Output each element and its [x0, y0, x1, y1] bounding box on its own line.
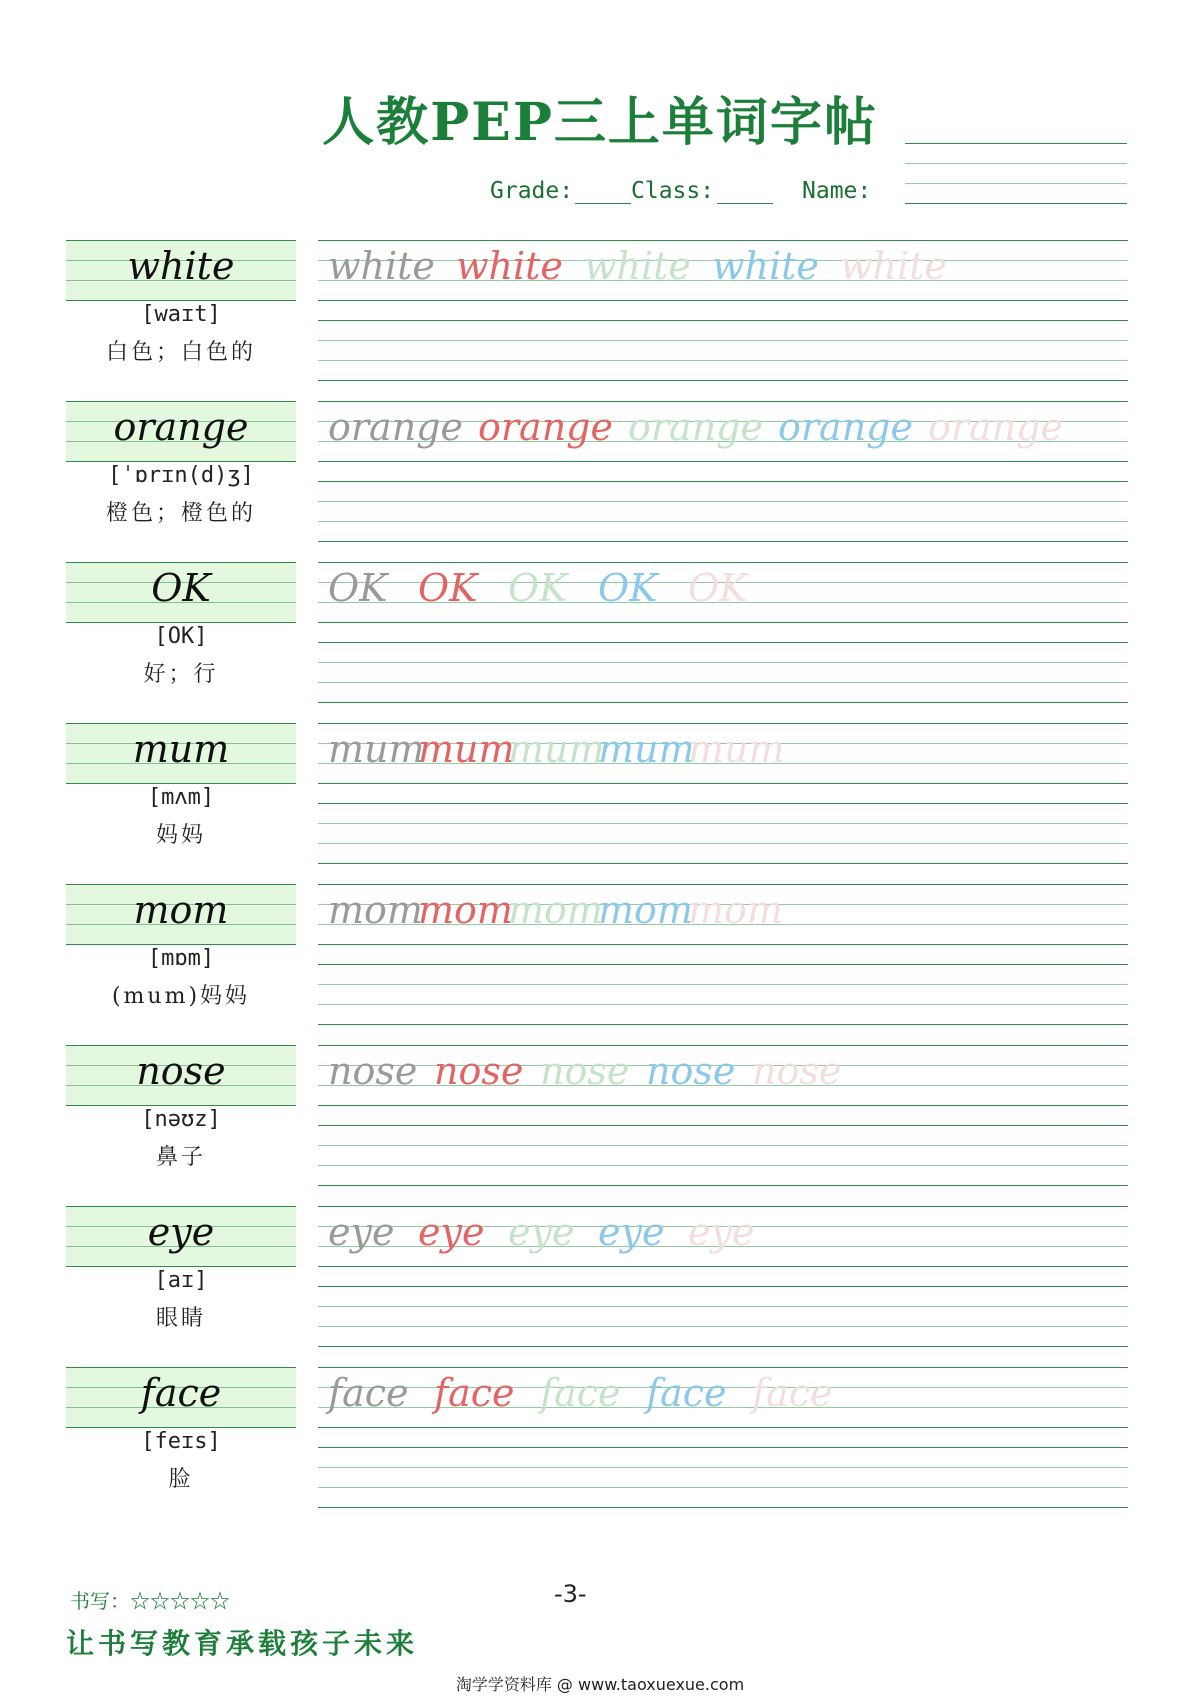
trace-word: eye	[688, 1210, 755, 1254]
word-text: eye	[147, 1210, 215, 1254]
name-label: Name:	[802, 178, 872, 204]
page-title: 人教PEP三上单词字帖	[322, 92, 878, 153]
trace-word: OK	[418, 566, 478, 610]
phonetic: [feɪs]	[141, 1429, 221, 1454]
trace-row	[318, 1041, 1128, 1101]
meaning: 白色；白色的	[105, 340, 256, 365]
word-entry	[0, 562, 1200, 723]
page-number: -3-	[554, 1580, 587, 1608]
trace-word: mum	[688, 727, 785, 771]
class-blank[interactable]	[717, 203, 773, 204]
trace-word: nose	[646, 1049, 736, 1093]
word-text: mom	[133, 888, 229, 932]
word-text: orange	[113, 405, 249, 449]
phonetic: [mʌm]	[147, 785, 215, 810]
trace-word: OK	[688, 566, 748, 610]
writing-rating: 书写：☆☆☆☆☆	[70, 1589, 230, 1613]
trace-row	[318, 397, 1128, 457]
trace-word: mom	[688, 888, 783, 932]
trace-word: OK	[598, 566, 658, 610]
trace-row	[318, 719, 1128, 779]
trace-word: orange	[328, 405, 463, 449]
trace-word: orange	[628, 405, 763, 449]
trace-word: face	[752, 1371, 833, 1415]
trace-row	[318, 880, 1128, 940]
practice-area[interactable]	[318, 1045, 1128, 1206]
trace-word: mum	[328, 727, 425, 771]
trace-word: mom	[598, 888, 693, 932]
trace-word: orange	[778, 405, 913, 449]
trace-word: eye	[598, 1210, 665, 1254]
trace-word: face	[328, 1371, 409, 1415]
class-label: Class:	[631, 178, 715, 204]
word-entry	[0, 240, 1200, 401]
word-entry	[0, 723, 1200, 884]
trace-row	[318, 236, 1128, 296]
meaning: (mum)妈妈	[111, 984, 251, 1009]
word-entry	[0, 1045, 1200, 1206]
trace-word: mum	[418, 727, 515, 771]
trace-word: orange	[478, 405, 613, 449]
meaning: 好；行	[143, 662, 219, 687]
trace-word: white	[456, 244, 563, 288]
trace-word: mom	[328, 888, 423, 932]
word-entry	[0, 1367, 1200, 1528]
trace-word: orange	[928, 405, 1063, 449]
meaning: 妈妈	[155, 823, 206, 848]
word-entry	[0, 1206, 1200, 1367]
word-entry	[0, 401, 1200, 562]
trace-word: OK	[328, 566, 388, 610]
word-text: nose	[136, 1049, 226, 1093]
meaning: 鼻子	[155, 1145, 206, 1170]
word-text: OK	[151, 566, 211, 610]
source-watermark: 淘学学资料库 @ www.taoxuexue.com	[455, 1675, 745, 1694]
trace-word: white	[584, 244, 691, 288]
meaning: 眼睛	[155, 1306, 206, 1331]
trace-word: mum	[508, 727, 605, 771]
trace-word: nose	[434, 1049, 524, 1093]
trace-word: mom	[508, 888, 603, 932]
word-entry	[0, 884, 1200, 1045]
trace-row	[318, 558, 1128, 618]
trace-row	[318, 1202, 1128, 1262]
practice-area[interactable]	[318, 723, 1128, 884]
practice-area[interactable]	[318, 401, 1128, 562]
trace-word: white	[712, 244, 819, 288]
trace-row	[318, 1363, 1128, 1423]
trace-word: face	[540, 1371, 621, 1415]
trace-word: white	[840, 244, 947, 288]
trace-word: OK	[508, 566, 568, 610]
practice-area[interactable]	[318, 562, 1128, 723]
phonetic: [nəʊz]	[141, 1107, 221, 1132]
trace-word: face	[434, 1371, 515, 1415]
practice-area[interactable]	[318, 1367, 1128, 1528]
trace-word: nose	[328, 1049, 418, 1093]
phonetic: [ˈɒrɪn(d)ʒ]	[108, 463, 254, 488]
trace-word: face	[646, 1371, 727, 1415]
practice-area[interactable]	[318, 884, 1128, 1045]
meaning: 脸	[168, 1467, 194, 1492]
word-text: white	[127, 244, 235, 288]
word-text: face	[140, 1371, 222, 1415]
phonetic: [aɪ]	[154, 1268, 208, 1293]
trace-word: eye	[418, 1210, 485, 1254]
trace-word: eye	[508, 1210, 575, 1254]
trace-word: nose	[752, 1049, 842, 1093]
phonetic: [mɒm]	[147, 946, 215, 971]
trace-word: mom	[418, 888, 513, 932]
grade-label: Grade:	[490, 178, 574, 204]
trace-word: white	[328, 244, 435, 288]
trace-word: nose	[540, 1049, 630, 1093]
practice-area[interactable]	[318, 1206, 1128, 1367]
phonetic: [waɪt]	[141, 302, 221, 327]
trace-word: eye	[328, 1210, 395, 1254]
header-name-lines	[905, 143, 1127, 203]
practice-area[interactable]	[318, 240, 1128, 401]
meaning: 橙色；橙色的	[105, 501, 256, 526]
slogan: 让书写教育承载孩子未来	[66, 1627, 419, 1660]
trace-word: mum	[598, 727, 695, 771]
phonetic: [OK]	[154, 624, 208, 649]
grade-blank[interactable]	[575, 203, 631, 204]
word-text: mum	[132, 727, 230, 771]
